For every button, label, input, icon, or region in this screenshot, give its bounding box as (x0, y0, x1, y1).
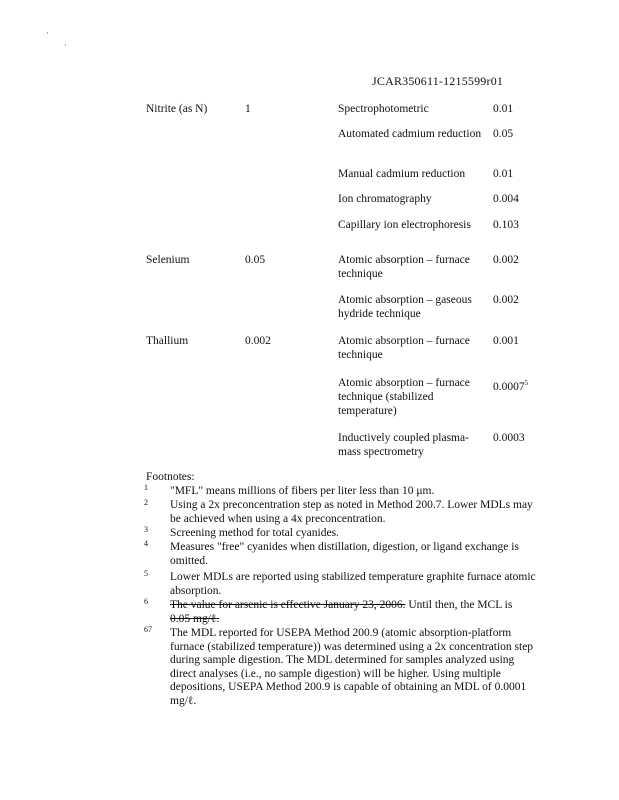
footnote-text: Using a 2x preconcentration step as noted in Method 200.7. Lower MDLs may be achieved when using a 4x preconcentration. (170, 499, 533, 525)
mdl-cell: 0.002 (493, 294, 519, 306)
mdl-cell (493, 376, 528, 394)
method-cell: Ion chromatography (338, 193, 432, 205)
footnotes-title: Footnotes: (146, 471, 195, 483)
contaminant-cell: Thallium (146, 335, 189, 347)
method-cell: Automated cadmium reduction (338, 128, 482, 140)
method-cell: Spectrophotometric (338, 103, 429, 115)
method-cell: Manual cadmium reduction (338, 168, 466, 180)
mdl-cell: 0.0003 (493, 432, 525, 444)
footnote-number: 3 (144, 525, 148, 534)
contaminant-cell: Selenium (146, 254, 190, 266)
mdl-value: 0.0007 (493, 380, 525, 393)
mdl-cell: 0.002 (493, 254, 519, 266)
footnote-text: The MDL reported for USEPA Method 200.9 (atomic absorption-platform furnace (stabilized temperature)) was determined using a 2x concentration step during sample digestion. The MDL determined for samples analyzed using direct analyses (i.e., no sample digestion) will be higher. Using multiple depositions, USEPA Method 200.9 is capable of obtaining an MDL of 0.0001 mg/ℓ. (170, 627, 534, 707)
mdl-cell: 0.01 (493, 168, 514, 180)
mdl-cell: 0.004 (493, 193, 519, 205)
mdl-cell: 0.103 (493, 219, 519, 231)
footnote-text: Measures "free" cyanides when distillation, digestion, or ligand exchange is omitted. (170, 541, 519, 567)
scan-mark: · (46, 28, 49, 38)
mcl-cell: 0.002 (245, 335, 271, 347)
footnote-number: 1 (144, 483, 148, 492)
method-cell: Atomic absorption – furnace technique (338, 254, 470, 280)
footnote-number: 5 (144, 569, 148, 578)
mdl-cell: 0.01 (493, 103, 514, 115)
struck-text: The value for arsenic is effective January 23, 2006. (170, 599, 406, 611)
footnote-text-rest: Until then, the MCL is (405, 599, 513, 611)
mdl-superscript: 5 (524, 379, 529, 387)
footnote-text (170, 599, 540, 626)
footnote-number: 4 (144, 539, 148, 548)
footnote-number: 6 (144, 597, 148, 606)
mcl-cell: 1 (245, 103, 251, 115)
footnote-number: 2 (144, 498, 148, 507)
mcl-cell: 0.05 (245, 254, 266, 266)
document-id: JCAR350611-1215599r01 (372, 74, 504, 88)
method-cell: Atomic absorption – furnace technique (338, 335, 470, 361)
method-cell: Atomic absorption – furnace technique (stabilized temperature) (338, 377, 470, 417)
mdl-cell: 0.05 (493, 128, 514, 140)
mdl-cell: 0.001 (493, 335, 519, 347)
scan-mark: · (64, 40, 67, 50)
footnote-text: Screening method for total cyanides. (170, 527, 339, 539)
struck-text: 0.05 mg/ℓ. (170, 612, 220, 625)
method-cell: Inductively coupled plasma-mass spectrometry (338, 432, 469, 458)
footnote-text: "MFL" means millions of fibers per liter less than 10 μm. (170, 485, 435, 497)
method-cell: Atomic absorption – gaseous hydride technique (338, 294, 472, 320)
footnote-number: 67 (144, 625, 152, 634)
method-cell: Capillary ion electrophoresis (338, 219, 471, 231)
contaminant-cell: Nitrite (as N) (146, 103, 208, 115)
footnote-text: Lower MDLs are reported using stabilized temperature graphite furnace atomic absorption. (170, 571, 536, 597)
